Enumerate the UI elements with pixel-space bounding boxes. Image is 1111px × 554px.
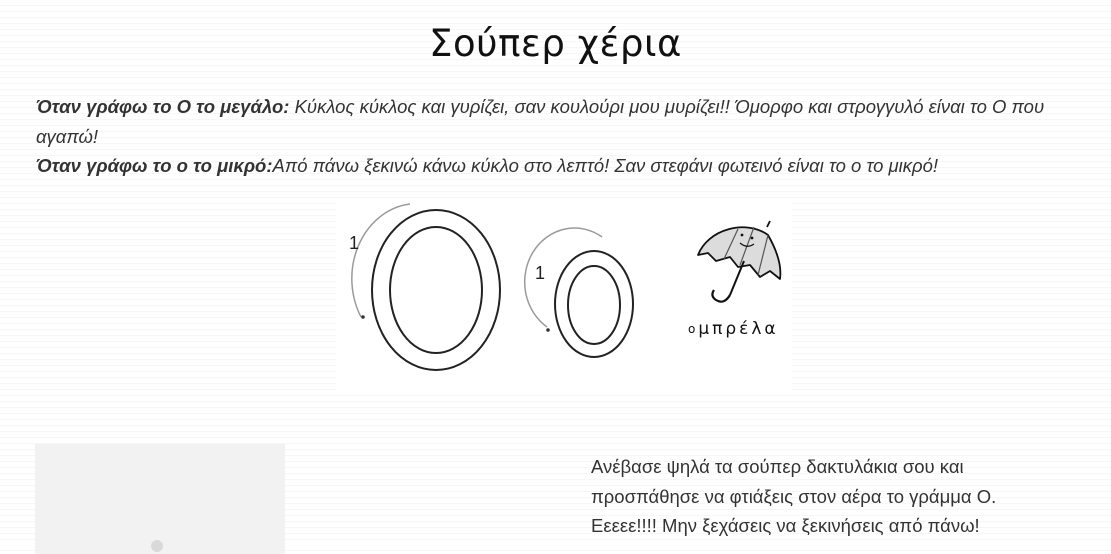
small-o-outline: [525, 228, 633, 357]
example-word-rest: μπρέλα: [698, 319, 779, 339]
small-o-rhyme: Από πάνω ξεκινώ κάνω κύκλο στο λεπτό! Σαν στεφάνι φωτεινό είναι το ο το μικρό!: [272, 155, 939, 176]
instructions-line: Ανέβασε ψηλά τα σούπερ δακτυλάκια σου και: [591, 456, 964, 477]
small-o-heading: Όταν γράφω το ο το μικρό:: [36, 155, 273, 176]
page-title: Σούπερ χέρια: [429, 22, 682, 65]
example-letter: ο: [688, 322, 696, 336]
umbrella-icon: [698, 221, 780, 302]
video-thumbnail[interactable]: [35, 444, 285, 554]
instructions-line: Εεεεε!!!! Μην ξεχάσεις να ξεκινήσεις από πάνω!: [591, 515, 980, 536]
capital-o-heading: Όταν γράφω το Ο το μεγάλο:: [36, 96, 290, 117]
small-stroke-number: 1: [535, 263, 546, 283]
rhyme-text: [36, 92, 1086, 181]
capital-o-rhyme: Κύκλος κύκλος και γυρίζει, σαν κουλούρι μου μυρίζει!! Όμορφο και στρογγυλό είναι το Ο που αγαπώ!: [36, 96, 1045, 147]
example-word: [688, 319, 779, 339]
capital-o-outline: [352, 204, 500, 370]
instructions-text: [591, 452, 1061, 541]
letter-o-worksheet-image: [336, 199, 792, 395]
video-placeholder-icon: [151, 540, 163, 552]
instructions-line: προσπάθησε να φτιάξεις στον αέρα το γράμμα Ο.: [591, 485, 997, 507]
capital-stroke-number: 1: [349, 233, 360, 253]
